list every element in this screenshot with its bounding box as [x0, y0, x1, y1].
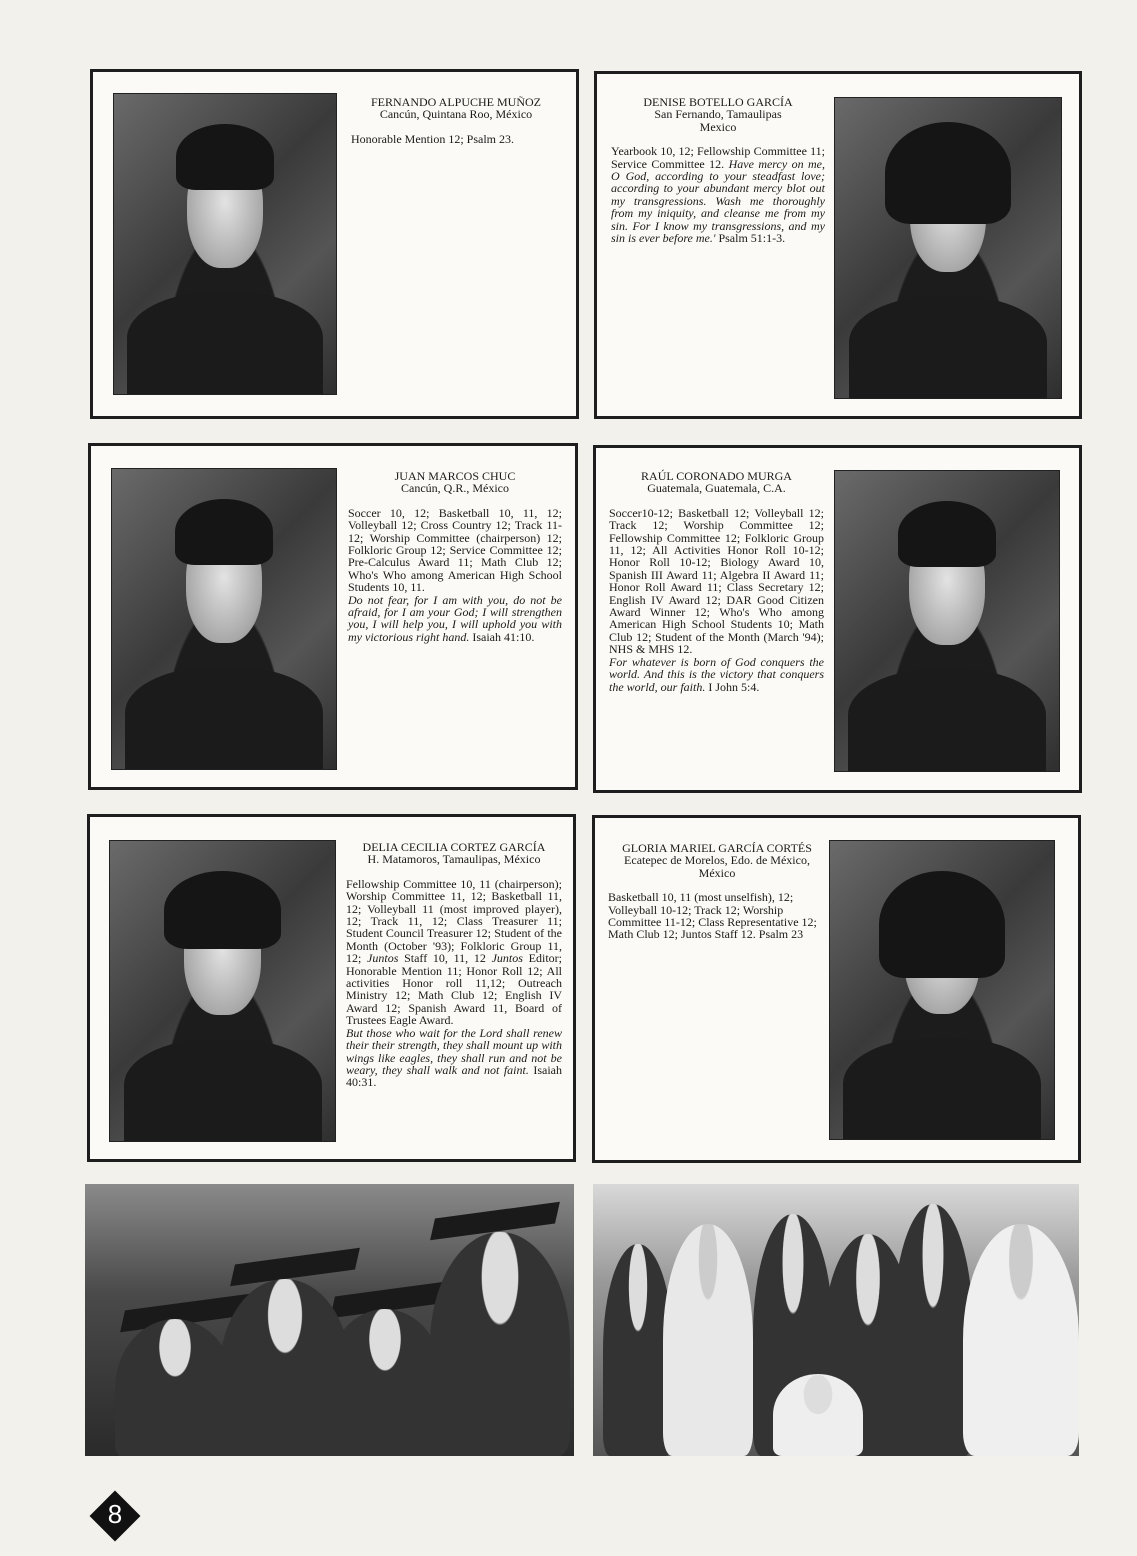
student-name: DELIA CECILIA CORTEZ GARCÍA — [362, 840, 546, 854]
student-activities: Soccer 10, 12; Basketball 10, 11, 12; Volleyball 12; Cross Country 12; Track 11-12; Worship Committee (chairperson) 12; Folkloric Group 12; Service Committee 12; Pre-Calculus Award 11; Math Club 12; Who's Who among American High School Students 10, 11. Do not fear, for I am with you, do not be afraid, for I am your God; I will strengthen you, I will help you, I will uphold you with my victorious right hand. Isaiah 41:10. — [348, 505, 562, 644]
graduates-photo — [85, 1184, 574, 1456]
page-number: 8 — [107, 1499, 123, 1529]
student-text — [608, 842, 826, 941]
student-portrait — [111, 468, 337, 770]
student-text — [609, 470, 824, 693]
student-name: GLORIA MARIEL GARCÍA CORTÉS — [622, 841, 812, 855]
student-activities: Fellowship Committee 10, 11 (chairperson); Worship Committee 11, 12; Basketball 11, 12; Volleyball 11 (most improved player), 12; Track 11, 12; Class Treasurer 11; Student Council Treasurer 12; Student of the Month (October '93); Folkloric Group 11, 12; Juntos Staff 10, 11, 12 Juntos Editor; Honorable Mention 11; Honor Roll 12; All activities Honor roll 11,12; Outreach Ministry 12; Math Club 12; English IV Award 12; Spanish Award 11, Board of Trustees Eagle Award. But those who wait for the Lord shall renew their their strength, they shall mount up with wings like eagles, they shall run and not be weary, they shall walk and not faint. Isaiah 40:31. — [346, 876, 562, 1090]
student-activities: Soccer10-12; Basketball 12; Volleyball 12; Track 12; Worship Committee 12; Fellowship Committee 12; Folkloric Group 11, 12; All Activities Honor Roll 10-12; Honor Roll 10-12; Biology Award 10, Spanish III Award 11; Algebra II Award 11; Honor Roll Award 11; Class Secretary 12; English IV Award 12; DAR Good Citizen Award Winner 12; Who's Who among American High School Students 10; Math Club 12; Student of the Month (March '94); NHS & MHS 12. For whatever is born of God conquers the world. And this is the victory that conquers the world, our faith. I John 5:4. — [609, 505, 824, 694]
student-portrait — [834, 97, 1062, 399]
student-name: DENISE BOTELLO GARCÍA — [643, 95, 793, 109]
student-card-juan — [88, 443, 578, 790]
student-name: JUAN MARCOS CHUC — [394, 469, 516, 483]
student-location-country: México — [698, 865, 736, 880]
student-name: RAÚL CORONADO MURGA — [641, 469, 792, 483]
student-name: FERNANDO ALPUCHE MUÑOZ — [370, 95, 541, 109]
student-card-raul — [593, 445, 1082, 793]
student-portrait — [109, 840, 336, 1142]
student-activities: Yearbook 10, 12; Fellowship Committee 11; Service Committee 12. Have mercy on me, O God, according to your steadfast love; according to your abundant mercy blot out my transgressions. Wash me thoroughly from my iniquity, and cleanse me from my sin. For I know my transgressions, and my sin is ever before me.' Psalm 51:1-3. — [611, 144, 826, 246]
student-text — [351, 96, 561, 145]
student-text — [611, 96, 825, 244]
student-portrait — [829, 840, 1055, 1140]
student-location: San Fernando, Tamaulipas — [654, 107, 782, 122]
student-activities: Basketball 10, 11 (most unselfish), 12; Volleyball 10-12; Track 12; Worship Committee 11-12; Class Representative 12; Math Club 12; Juntos Staff 12. Psalm 23 — [608, 890, 817, 942]
student-portrait — [113, 93, 337, 395]
student-portrait — [834, 470, 1060, 772]
student-card-gloria — [592, 815, 1081, 1163]
group-photo — [593, 1184, 1079, 1456]
student-location-country: Mexico — [699, 119, 737, 134]
student-card-denise — [594, 71, 1082, 419]
student-card-delia — [87, 814, 576, 1162]
student-location: H. Matamoros, Tamaulipas, México — [367, 852, 541, 867]
student-location: Cancún, Q.R., México — [401, 481, 509, 496]
student-activities: Honorable Mention 12; Psalm 23. — [351, 131, 514, 146]
student-card-fernando — [90, 69, 579, 419]
student-location: Guatemala, Guatemala, C.A. — [647, 481, 786, 496]
student-text — [348, 470, 562, 643]
student-location: Ecatepec de Morelos, Edo. de México, — [624, 853, 810, 868]
student-text — [346, 841, 562, 1089]
student-location: Cancún, Quintana Roo, México — [379, 107, 533, 122]
page-number-badge — [90, 1491, 140, 1541]
